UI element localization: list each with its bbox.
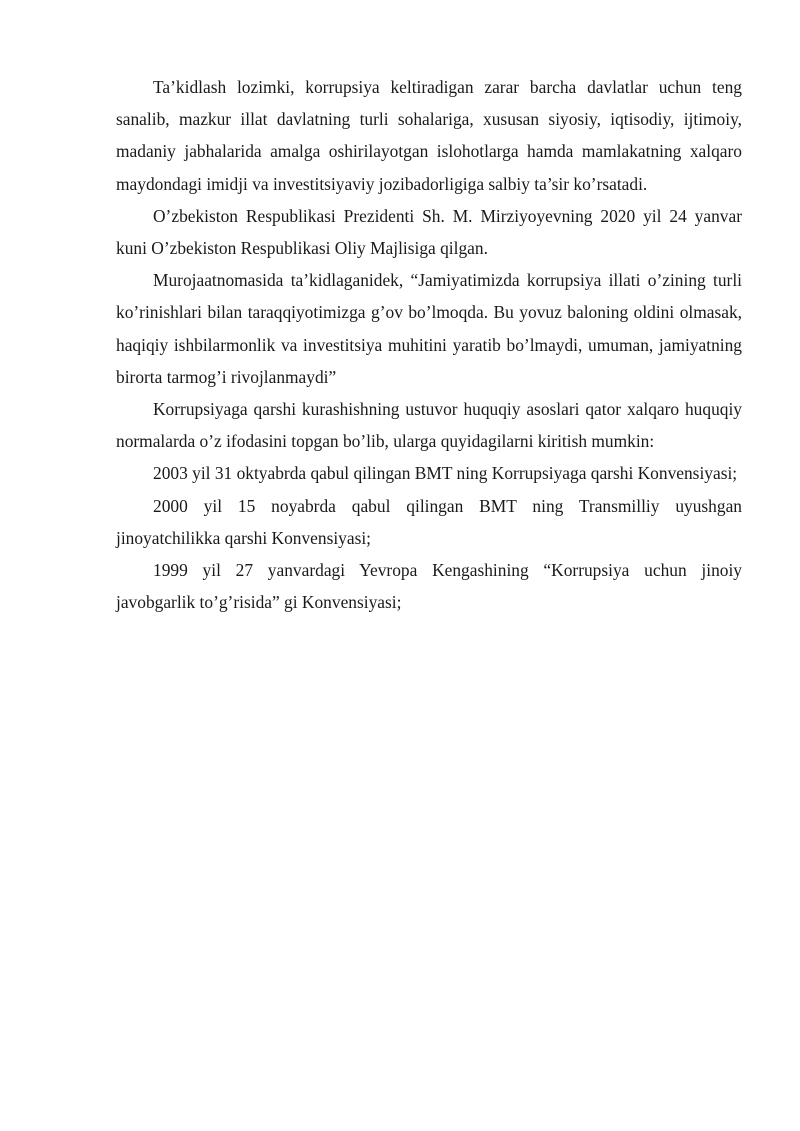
paragraph-president-address: O’zbekiston Respublikasi Prezidenti Sh. M. Mirziyoyevning 2020 yil 24 yanvar kuni O’zbekiston Respublikasi Oliy Majlisiga qilgan. xyxy=(116,205,742,259)
list-item-council-of-europe-convention: 1999 yil 27 yanvardagi Yevropa Kengashining “Korrupsiya uchun jinoiy javobgarlik to’g’risida” gi Konvensiyasi; xyxy=(116,560,742,613)
paragraph-corruption-damage: Ta’kidlash lozimki, korrupsiya keltiradigan zarar barcha davlatlar uchun teng sanalib, mazkur illat davlatning turli sohalariga, xususan siyosiy, iqtisodiy, ijtimoiy, madaniy jabhalarida amalga oshirilayotgan islohotlarga hamda mamlakatning xalqaro maydondagi imidji va investitsiyaviy jozibadorligiga salbiy ta’sir ko’rsatadi. xyxy=(116,77,742,194)
paragraph-address-quote: Murojaatnomasida ta’kidlaganidek, “Jamiyatimizda korrupsiya illati o’zining turli ko’rinishlari bilan taraqqiyotimizga g’ov bo’lmoqda. Bu yovuz baloning oldini olmasak, haqiqiy ishbilarmonlik va investitsiya muhitini yaratib bo’lmaydi, umuman, jamiyatning birorta tarmog’i rivojlanmaydi” xyxy=(116,270,742,387)
paragraph-legal-foundations: Korrupsiyaga qarshi kurashishning ustuvor huquqiy asoslari qator xalqaro huquqiy normalarda o’z ifodasini topgan bo’lib, ularga quyidagilarni kiritish mumkin: xyxy=(116,399,742,452)
list-item-un-convention-corruption: 2003 yil 31 oktyabrda qabul qilingan BMT ning Korrupsiyaga qarshi Konvensiyasi; xyxy=(153,463,738,484)
list-item-un-convention-organized-crime: 2000 yil 15 noyabrda qabul qilingan BMT ning Transmilliy uyushgan jinoyatchilikka qarshi Konvensiyasi; xyxy=(116,495,742,548)
document-body xyxy=(116,71,742,618)
